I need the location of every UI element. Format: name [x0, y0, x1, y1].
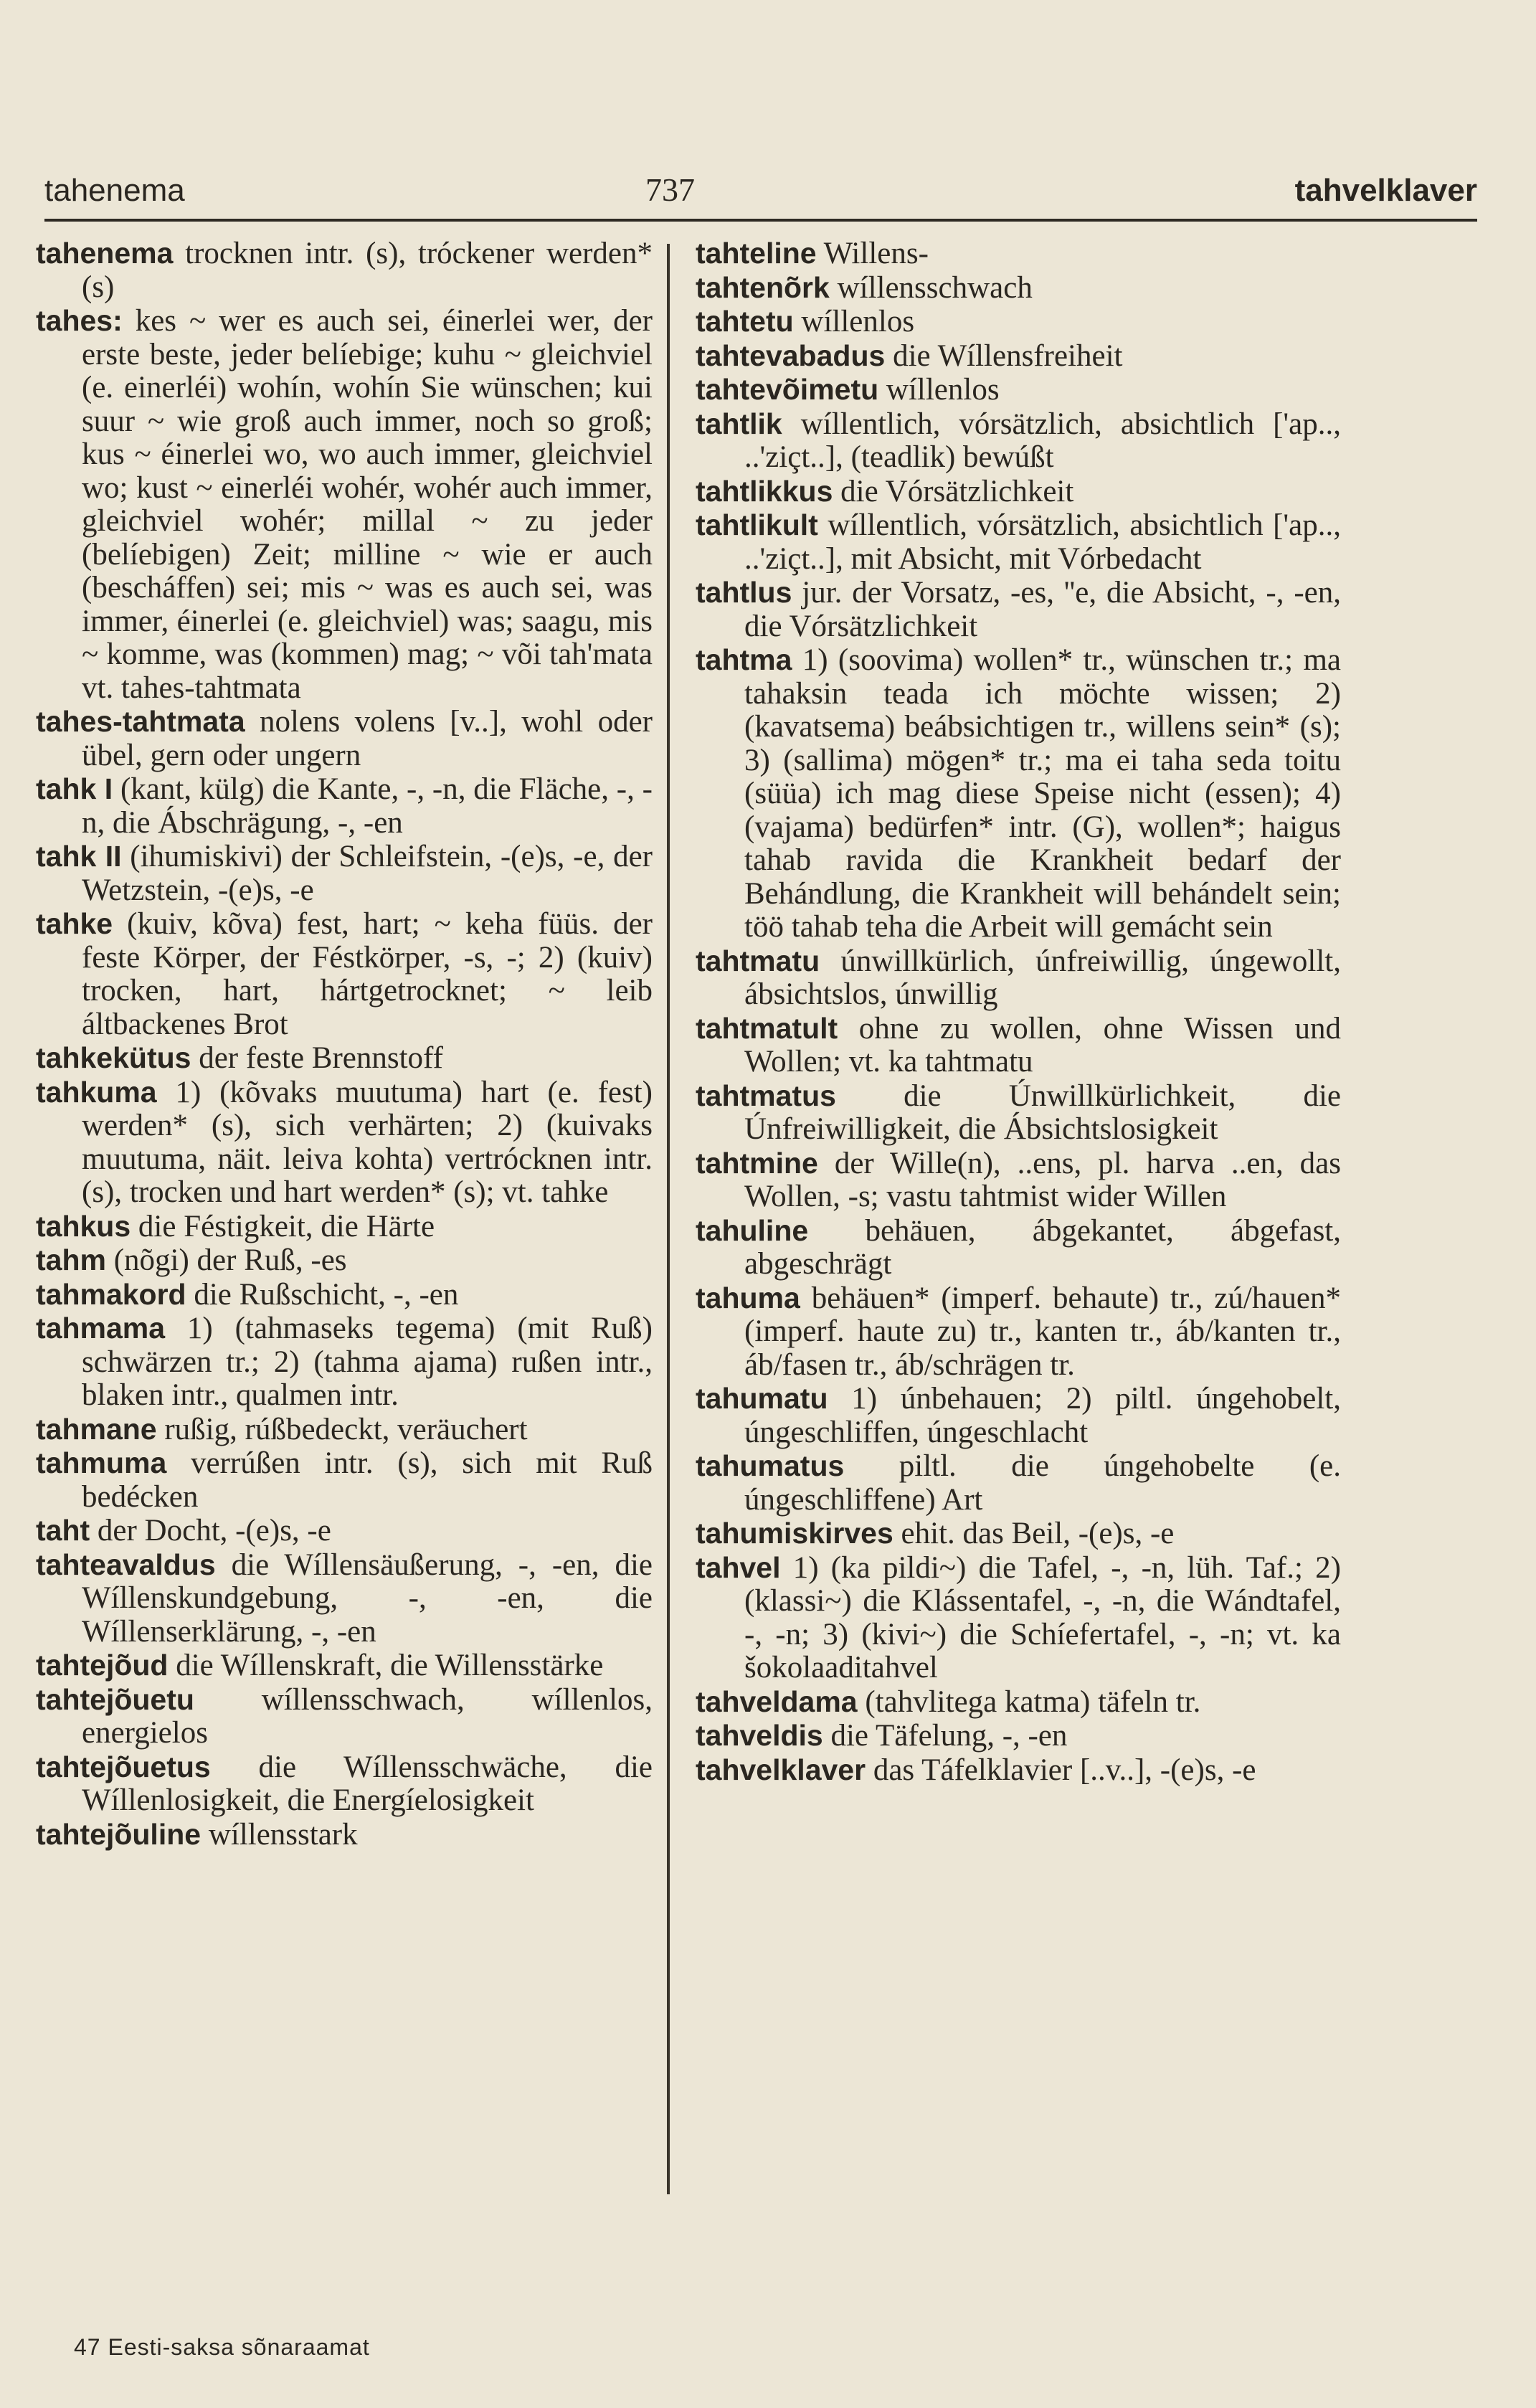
entry-definition: die Féstigkeit, die Härte — [131, 1209, 435, 1243]
entry-definition: ehit. das Beil, -(e)s, -e — [893, 1517, 1175, 1550]
entry-headword: tahkus — [36, 1209, 131, 1243]
dictionary-entry — [36, 840, 653, 907]
entry-definition: das Táfelklavier [..v..], -(e)s, -e — [866, 1753, 1256, 1787]
entry-headword: tahtlikkus — [696, 474, 833, 508]
entry-headword: tahteline — [696, 237, 817, 270]
entry-headword: tahuline — [696, 1213, 809, 1247]
entry-definition: behäuen* (imperf. behaute) tr., zú/hauen* (imperf. haute zu) tr., kanten tr., áb/kanten tr., áb/fasen tr., áb/schrägen tr. — [744, 1281, 1341, 1382]
entry-definition: behäuen, ábgekantet, ábgefast, abgeschrägt — [744, 1213, 1341, 1281]
entry-headword: tahk II — [36, 840, 122, 873]
dictionary-entry — [696, 305, 1341, 339]
entry-definition: ohne zu wollen, ohne Wissen und Wollen; vt. ka tahtmatu — [744, 1011, 1341, 1079]
dictionary-entry — [696, 1147, 1341, 1214]
entry-definition: wíllentlich, vórsätzlich, absichtlich ['ap.., ..'ziçt..], mit Absicht, mit Vórbedacht — [744, 508, 1341, 576]
dictionary-entry — [36, 907, 653, 1041]
entry-headword: tahtmine — [696, 1146, 818, 1180]
entry-definition: 1) (ka pildi~) die Tafel, -, -n, lüh. Taf.; 2) (klassi~) die Klássentafel, -, -n, die Wándtafel, -, -n; 3) (kivi~) die Schíefertafel, -, -n; vt. ka šokolaaditahvel — [744, 1550, 1341, 1684]
entry-definition: wíllensschwach, wíllenlos, energielos — [82, 1682, 653, 1750]
dictionary-entry — [36, 1243, 653, 1278]
entry-headword: tahuma — [696, 1281, 800, 1314]
entry-headword: tahtejõuetus — [36, 1750, 211, 1783]
entry-definition: die Vórsätzlichkeit — [833, 474, 1074, 508]
entry-definition: der feste Brennstoff — [191, 1041, 443, 1075]
entry-headword: tahumiskirves — [696, 1517, 893, 1550]
entry-definition: verrúßen intr. (s), sich mit Ruß bedécken — [82, 1446, 653, 1514]
dictionary-entry — [696, 1517, 1341, 1551]
dictionary-entry — [696, 1012, 1341, 1079]
dictionary-entry — [36, 1210, 653, 1244]
entry-headword: tahteavaldus — [36, 1547, 216, 1581]
entry-headword: tahenema — [36, 237, 174, 270]
entry-headword: tahtejõuline — [36, 1817, 202, 1851]
dictionary-entry — [696, 373, 1341, 407]
entry-headword: tahkekütus — [36, 1041, 191, 1074]
dictionary-entry — [36, 1446, 653, 1514]
entry-definition: die Rußschicht, -, -en — [186, 1277, 459, 1312]
page-header — [44, 161, 1477, 222]
entry-headword: tahmama — [36, 1312, 166, 1345]
right-column — [670, 237, 1341, 2201]
entry-definition: (ihumiskivi) der Schleifstein, -(e)s, -e, der Wetzstein, -(e)s, -e — [82, 840, 653, 907]
dictionary-entry — [696, 1079, 1341, 1147]
entry-definition: Willens- — [816, 237, 929, 270]
entry-definition: der Docht, -(e)s, -e — [90, 1514, 331, 1547]
entry-headword: tahtejõuetu — [36, 1682, 194, 1716]
entry-definition: 1) únbehauen; 2) piltl. úngehobelt, úngeschliffen, úngeschlacht — [744, 1382, 1341, 1449]
entry-definition: die Wíllensäußerung, -, -en, die Wíllenskundgebung, -, -en, die Wíllenserklärung, -, -en — [82, 1547, 653, 1649]
entry-definition: jur. der Vorsatz, -es, ''e, die Absicht, -, -en, die Vórsätzlichkeit — [744, 576, 1341, 643]
entry-headword: tahtmatus — [696, 1079, 836, 1112]
entry-definition: wíllensstark — [201, 1817, 358, 1852]
dictionary-entry — [36, 304, 653, 705]
entry-headword: tahtevõimetu — [696, 373, 879, 406]
dictionary-entry — [696, 1551, 1341, 1685]
dictionary-entry — [696, 1753, 1341, 1788]
entry-headword: tahumatus — [696, 1449, 845, 1482]
dictionary-entry — [696, 407, 1341, 475]
entry-headword: taht — [36, 1514, 90, 1547]
entry-definition: der Wille(n), ..ens, pl. harva ..en, das Wollen, -s; vastu tahtmist wider Willen — [744, 1146, 1341, 1213]
entry-definition: trocknen intr. (s), tróckener werden* (s) — [82, 237, 653, 304]
entry-headword: tahtlik — [696, 407, 782, 440]
entry-definition: rußig, rúßbedeckt, veräuchert — [156, 1412, 528, 1446]
entry-definition: die Únwillkürlichkeit, die Únfreiwilligkeit, die Ábsichtslosigkeit — [744, 1079, 1341, 1146]
footer-signature: 47 Eesti-saksa sõnaraamat — [74, 2334, 370, 2360]
dictionary-entry — [696, 643, 1341, 944]
entry-headword: tahkuma — [36, 1075, 157, 1109]
dictionary-entry — [36, 1041, 653, 1076]
dictionary-entry — [36, 705, 653, 772]
entry-headword: tahtlus — [696, 576, 792, 609]
entry-definition: (kuiv, kõva) fest, hart; ~ keha füüs. der feste Körper, der Féstkörper, -s, -; 2) (kuiv) trocken, hart, hártgetrocknet; ~ leib áltbackenes Brot — [82, 907, 653, 1041]
entry-definition: die Täfelung, -, -en — [822, 1719, 1068, 1753]
entry-headword: tahtetu — [696, 305, 794, 338]
entry-headword: tahtevabadus — [696, 338, 886, 372]
entry-headword: tahtma — [696, 643, 792, 676]
entry-definition: nolens volens [v..], wohl oder übel, gern oder ungern — [82, 705, 653, 772]
dictionary-entry — [696, 508, 1341, 576]
entry-headword: tahes-tahtmata — [36, 705, 245, 738]
entry-definition: 1) (soovima) wollen* tr., wünschen tr.; ma tahaksin teada ich möchte wissen; 2) (kavatsema) beábsichtigen tr., willens sein* (s); 3) (sallima) mögen* tr.; ma ei taha seda toitu (süüa) ich mag diese Speise nicht (essen); 4) (vajama) bedürfen* intr. (G), wollen*; haigus tahab ravida die Krankheit bedarf der Behándlung, die Krankheit will behándelt sein; töö tahab teha die Arbeit will gemácht sein — [744, 643, 1341, 944]
entry-definition: (tahvlitega katma) täfeln tr. — [857, 1684, 1201, 1719]
dictionary-entry — [696, 1685, 1341, 1720]
dictionary-entry — [696, 1449, 1341, 1517]
entry-headword: tahvelklaver — [696, 1753, 866, 1786]
dictionary-entry — [36, 237, 653, 304]
dictionary-entry — [36, 1514, 653, 1548]
entry-headword: tahtenõrk — [696, 270, 830, 304]
page-number: 737 — [645, 171, 695, 208]
dictionary-entry — [36, 772, 653, 840]
entry-headword: tahk I — [36, 772, 113, 805]
dictionary-entry — [36, 1548, 653, 1649]
dictionary-entry — [696, 271, 1341, 305]
entry-headword: tahumatu — [696, 1382, 828, 1415]
entry-definition: únwillkürlich, únfreiwillig, úngewollt, ábsichtslos, únwillig — [744, 944, 1341, 1011]
entry-headword: tahveldama — [696, 1684, 858, 1718]
entry-headword: tahmane — [36, 1412, 157, 1446]
dictionary-entry — [36, 1076, 653, 1210]
entry-definition: kes ~ wer es auch sei, éinerlei wer, der erste beste, jeder belíebige; kuhu ~ gleichviel (e. einerléi) wohín, wohín Sie wünschen; kui suur ~ wie groß auch immer, noch so groß; kus ~ éinerlei wo, wo auch immer, gleichviel wo; kust ~ einerléi wohér, wohér auch immer, gleichviel wohér; millal ~ zu jeder (belíebigen) Zeit; milline ~ wie er auch (bescháffen) sei; mis ~ was es auch sei, was immer, éinerlei (e. gleichviel) was; saagu, mis ~ komme, was (kommen) mag; ~ või tah'mata vt. tahes-tahtmata — [82, 304, 653, 705]
dictionary-entry — [696, 1214, 1341, 1281]
entry-definition: wíllenlos — [878, 373, 1000, 407]
entry-headword: tahveldis — [696, 1719, 823, 1752]
dictionary-entry — [36, 1413, 653, 1447]
dictionary-entry — [696, 1382, 1341, 1449]
header-right-guideword: tahvelklaver — [1294, 173, 1477, 208]
entry-definition: 1) (kõvaks muutuma) hart (e. fest) werden* (s), sich verhärten; 2) (kuivaks muutuma, näit. leiva kohta) vertrócknen intr. (s), trocken und hart werden* (s); vt. tahke — [82, 1075, 653, 1209]
dictionary-entry — [696, 1719, 1341, 1753]
entry-headword: tahmakord — [36, 1277, 186, 1311]
entry-headword: tahke — [36, 907, 113, 940]
dictionary-entry — [696, 237, 1341, 271]
dictionary-entry — [36, 1312, 653, 1413]
dictionary-entry — [36, 1750, 653, 1818]
entry-headword: tahmuma — [36, 1446, 167, 1479]
entry-definition: wíllenlos — [793, 305, 915, 338]
dictionary-entry — [36, 1818, 653, 1852]
dictionary-entry — [696, 944, 1341, 1012]
dictionary-entry — [36, 1683, 653, 1750]
entry-headword: tahm — [36, 1243, 106, 1276]
entry-headword: tahes: — [36, 304, 123, 337]
left-column — [29, 237, 667, 2201]
entry-definition: (kant, külg) die Kante, -, -n, die Fläche, -, -n, die Ábschrägung, -, -en — [82, 772, 653, 840]
entry-headword: tahtlikult — [696, 508, 818, 541]
dictionary-entry — [36, 1278, 653, 1312]
entry-definition: 1) (tahmaseks tegema) (mit Ruß) schwärzen tr.; 2) (tahma ajama) rußen intr., blaken intr., qualmen intr. — [82, 1312, 653, 1412]
dictionary-entry — [696, 339, 1341, 374]
dictionary-entry — [696, 1281, 1341, 1383]
dictionary-entry — [696, 576, 1341, 643]
entry-definition: piltl. die úngehobelte (e. úngeschliffene) Art — [744, 1449, 1341, 1517]
entry-definition: die Wíllensschwäche, die Wíllenlosigkeit, die Energíelosigkeit — [82, 1750, 653, 1817]
entry-definition: wíllensschwach — [829, 270, 1033, 305]
entry-headword: tahtmatu — [696, 944, 820, 977]
entry-headword: tahtejõud — [36, 1649, 169, 1682]
entry-definition: wíllentlich, vórsätzlich, absichtlich ['ap.., ..'ziçt..], (teadlik) bewúßt — [744, 407, 1341, 474]
entry-headword: tahtmatult — [696, 1011, 838, 1045]
dictionary-entry — [696, 475, 1341, 509]
header-left-guideword: tahenema — [44, 173, 185, 208]
entry-definition: die Wíllenskraft, die Willensstärke — [168, 1649, 604, 1682]
entry-definition: (nõgi) der Ruß, -es — [105, 1243, 347, 1277]
entry-definition: die Wíllensfreiheit — [885, 338, 1123, 373]
dictionary-entry — [36, 1649, 653, 1683]
entry-headword: tahvel — [696, 1550, 781, 1584]
columns — [29, 237, 1486, 2201]
